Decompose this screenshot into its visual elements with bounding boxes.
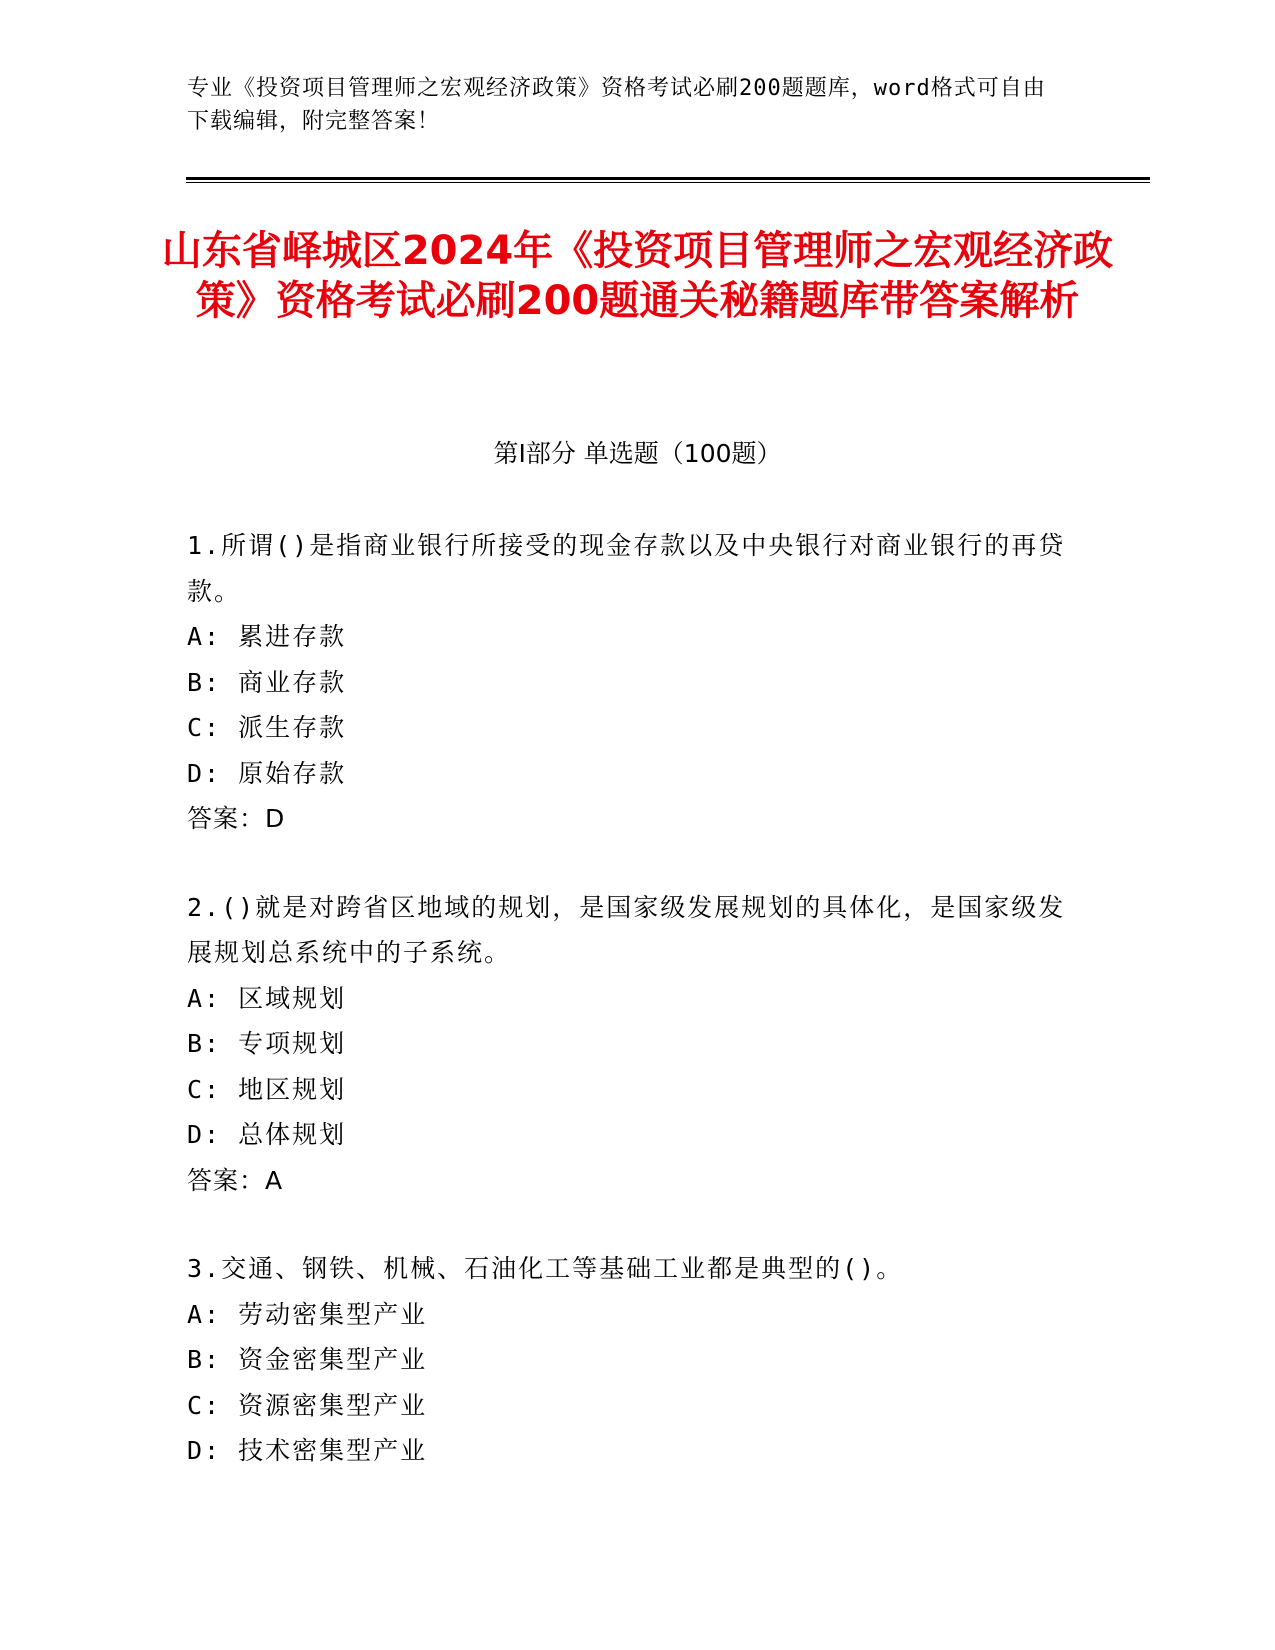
option-d: D: 原始存款 (187, 758, 347, 788)
question-stem: 3.交通、钢铁、机械、石油化工等基础工业都是典型的()。 (187, 1254, 904, 1283)
question-2 (187, 885, 1067, 1204)
header-note: 专业《投资项目管理师之宏观经济政策》资格考试必刷200题题库，word格式可自由下载编辑，附完整答案！ (187, 76, 1046, 134)
question-stem: 1.所谓()是指商业银行所接受的现金存款以及中央银行对商业银行的再贷款。 (187, 531, 1066, 606)
question-list (187, 523, 1067, 1517)
question-1 (187, 523, 1067, 842)
document-title: 山东省峄城区2024年《投资项目管理师之宏观经济政策》资格考试必刷200题通关秘籍题库带答案解析 (161, 228, 1114, 324)
section-title: 第Ⅰ部分 单选题（100题） (493, 439, 782, 468)
option-b: B: 资金密集型产业 (187, 1345, 428, 1374)
header-rule-thin (186, 182, 1150, 183)
option-a: A: 劳动密集型产业 (187, 1299, 428, 1329)
option-b: B: 商业存款 (187, 667, 347, 697)
option-c: C: 地区规划 (187, 1074, 347, 1104)
option-c: C: 资源密集型产业 (187, 1390, 428, 1420)
header-rule-thick (186, 177, 1150, 180)
option-d: D: 总体规划 (187, 1120, 347, 1149)
answer: 答案：D (187, 804, 286, 833)
question-3 (187, 1246, 1067, 1474)
option-b: B: 专项规划 (187, 1029, 347, 1058)
option-d: D: 技术密集型产业 (187, 1436, 428, 1465)
option-a: A: 累进存款 (187, 622, 347, 651)
option-c: C: 派生存款 (187, 713, 347, 742)
question-stem: 2.()就是对跨省区地域的规划，是国家级发展规划的具体化，是国家级发展规划总系统中的子系统。 (187, 892, 1066, 967)
option-a: A: 区域规划 (187, 983, 347, 1013)
answer: 答案：A (187, 1165, 284, 1195)
